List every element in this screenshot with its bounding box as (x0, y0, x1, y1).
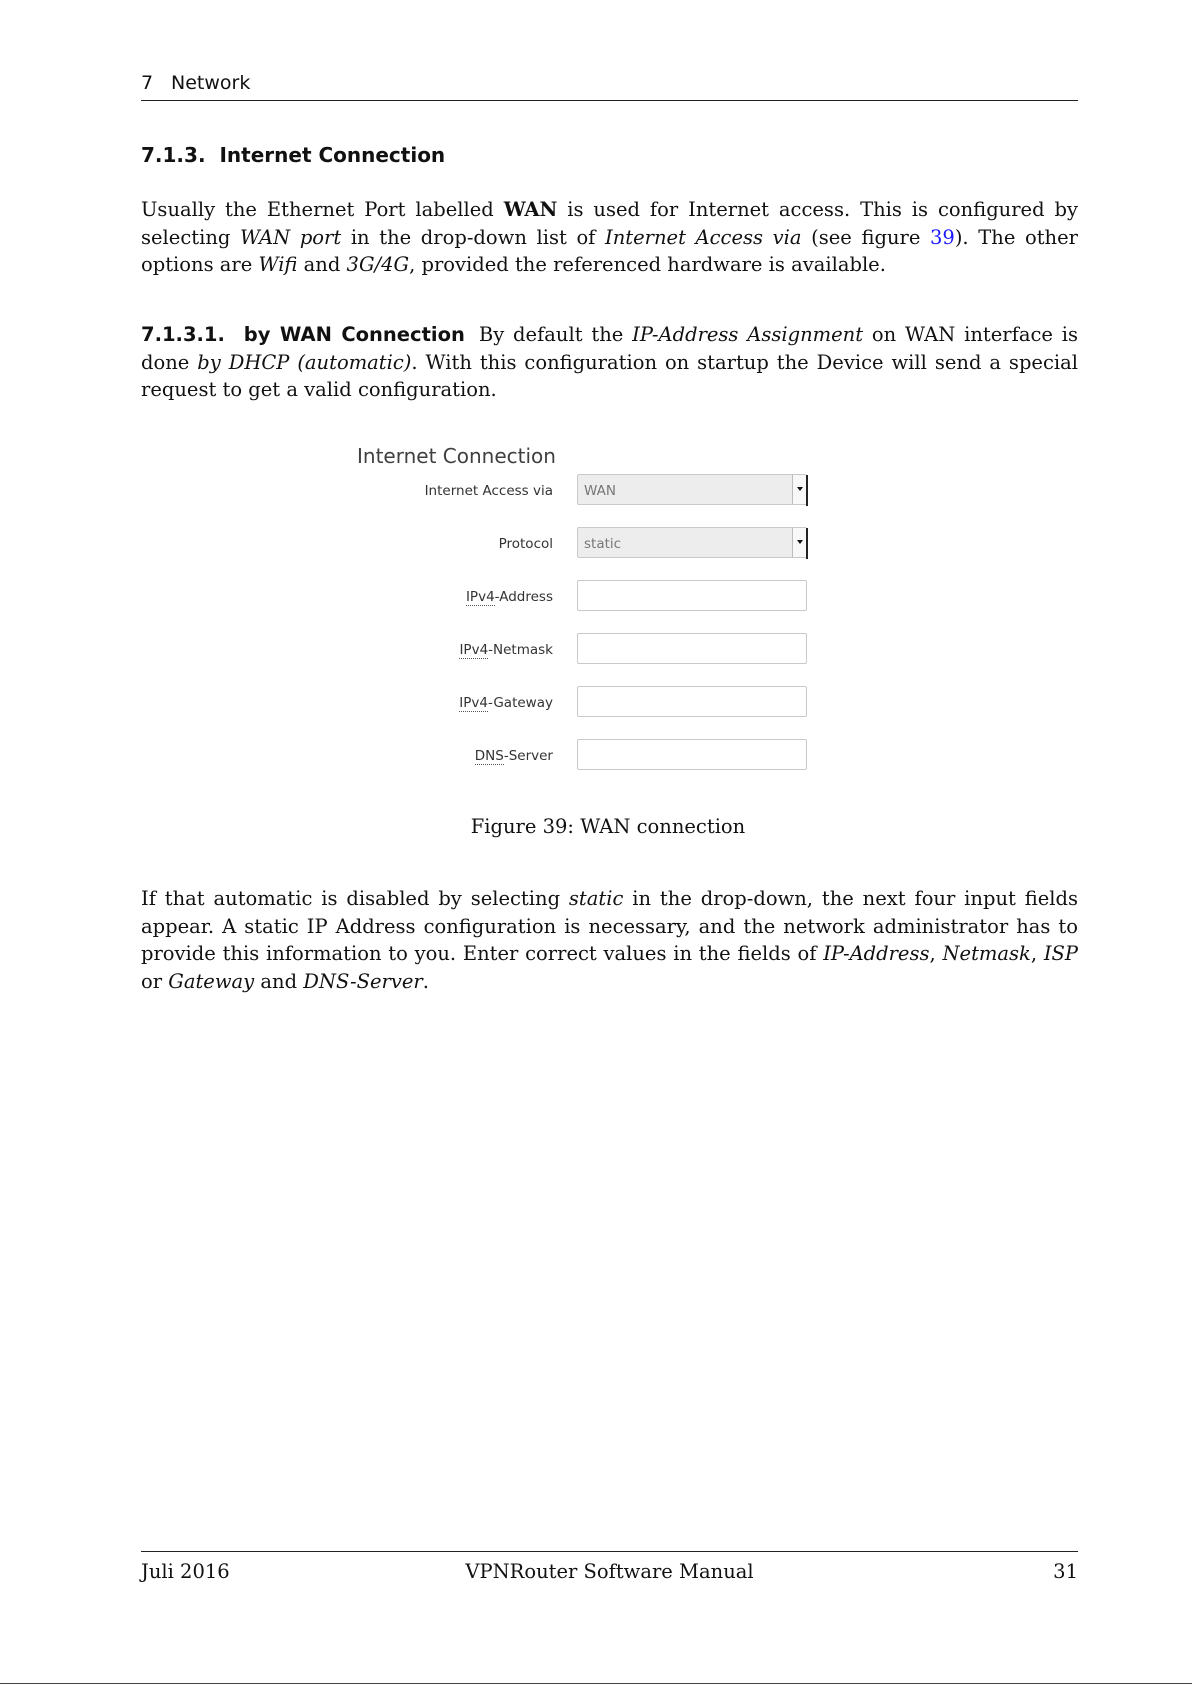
form-row-dns-server (353, 739, 833, 773)
abbr: IPv4 (459, 695, 488, 711)
text: is used for Internet access. This is configured by selecting (141, 198, 1078, 249)
text: , provided the referenced hardware is available. (409, 253, 886, 276)
running-header (141, 72, 1078, 94)
figure-reference-link[interactable]: 39 (930, 225, 955, 249)
text: and (254, 969, 304, 993)
ipv4-netmask-label (459, 642, 553, 658)
gateway-italic: Gateway (168, 969, 255, 993)
text: . With this configuration on startup the Device will send a special request to get a valid configuration. (141, 350, 1078, 401)
figure-caption (0, 815, 1192, 838)
by-dhcp-italic: by DHCP (automatic) (197, 350, 412, 374)
static-italic: static (568, 887, 624, 910)
footer-date: Juli 2016 (141, 1560, 230, 1583)
ipv4-address-input[interactable] (577, 580, 807, 611)
label-rest: -Address (494, 589, 553, 605)
footer-title: VPNRouter Software Manual (465, 1560, 754, 1583)
text: on WAN interface is done (141, 323, 1078, 374)
figure-internet-connection (353, 440, 833, 780)
section-title: 7.1.3. Internet Connection (141, 143, 446, 167)
text: By default the (478, 323, 633, 346)
chapter-title: Network (171, 72, 251, 94)
text: , (929, 942, 943, 965)
text: (see figure (801, 225, 930, 249)
caption-text: Figure 39: WAN connection (470, 815, 746, 838)
label-rest: -Gateway (487, 695, 553, 711)
text: in the drop-down list of (341, 225, 606, 249)
internet-access-select[interactable] (577, 474, 807, 505)
abbr: IPv4 (465, 589, 495, 605)
ipv4-netmask-input[interactable] (577, 633, 807, 664)
dns-server-label (475, 748, 553, 764)
label-rest: -Server (503, 748, 553, 764)
abbr: IPv4 (459, 642, 489, 658)
internet-access-via-italic: Internet Access via (605, 225, 802, 249)
figure-title: Internet Connection (357, 444, 556, 468)
isp-italic: ISP (1043, 942, 1079, 965)
internet-access-label: Internet Access via (424, 483, 553, 499)
text: in the drop-down, the next four input fields appear. A static IP Address configuration is necessary, and the network administrator has to provide this information to you. Enter correct values in the fields of (141, 887, 1078, 965)
ip-address-italic: IP-Address (823, 942, 930, 965)
page-number: 31 (1053, 1560, 1078, 1583)
chapter-number: 7 (141, 72, 154, 94)
internet-access-value: WAN (584, 483, 616, 499)
wan-port-italic: WAN port (239, 225, 342, 249)
paragraph-intro (141, 196, 1078, 279)
form-row-internet-access (353, 474, 833, 508)
abbr: DNS (474, 748, 504, 764)
text: , (1030, 942, 1044, 965)
text: ). The other options are (141, 225, 1078, 276)
text: and (297, 253, 347, 276)
dropdown-arrow-icon[interactable] (792, 475, 806, 504)
ipv4-gateway-label (459, 695, 553, 711)
page-bottom-edge (0, 1683, 1192, 1684)
ipv4-address-label (466, 589, 553, 605)
paragraph-static (141, 885, 1078, 995)
form-row-ipv4-netmask (353, 633, 833, 667)
protocol-label: Protocol (498, 536, 553, 552)
3g4g-italic: 3G/4G (346, 253, 410, 276)
form-row-protocol (353, 527, 833, 561)
subsection-heading: 7.1.3.1. by WAN Connection (141, 323, 465, 346)
header-rule (141, 100, 1078, 101)
form-row-ipv4-address (353, 580, 833, 614)
netmask-italic: Netmask (942, 942, 1031, 965)
label-rest: -Netmask (488, 642, 553, 658)
protocol-value: static (584, 536, 622, 552)
text: or (141, 969, 169, 993)
protocol-select[interactable] (577, 527, 807, 558)
footer-rule (141, 1551, 1078, 1552)
dns-server-input[interactable] (577, 739, 807, 770)
paragraph-wan-connection (141, 321, 1078, 404)
dns-server-italic: DNS-Server (303, 969, 423, 993)
form-row-ipv4-gateway (353, 686, 833, 720)
text: If that automatic is disabled by selecting (141, 887, 569, 910)
wifi-italic: Wifi (258, 253, 298, 276)
ipv4-gateway-input[interactable] (577, 686, 807, 717)
dropdown-arrow-icon[interactable] (792, 528, 806, 557)
text: Usually the Ethernet Port labelled (141, 198, 504, 221)
wan-bold: WAN (503, 198, 558, 221)
text: . (422, 969, 429, 993)
ip-address-assignment-italic: IP-Address Assignment (632, 323, 864, 346)
